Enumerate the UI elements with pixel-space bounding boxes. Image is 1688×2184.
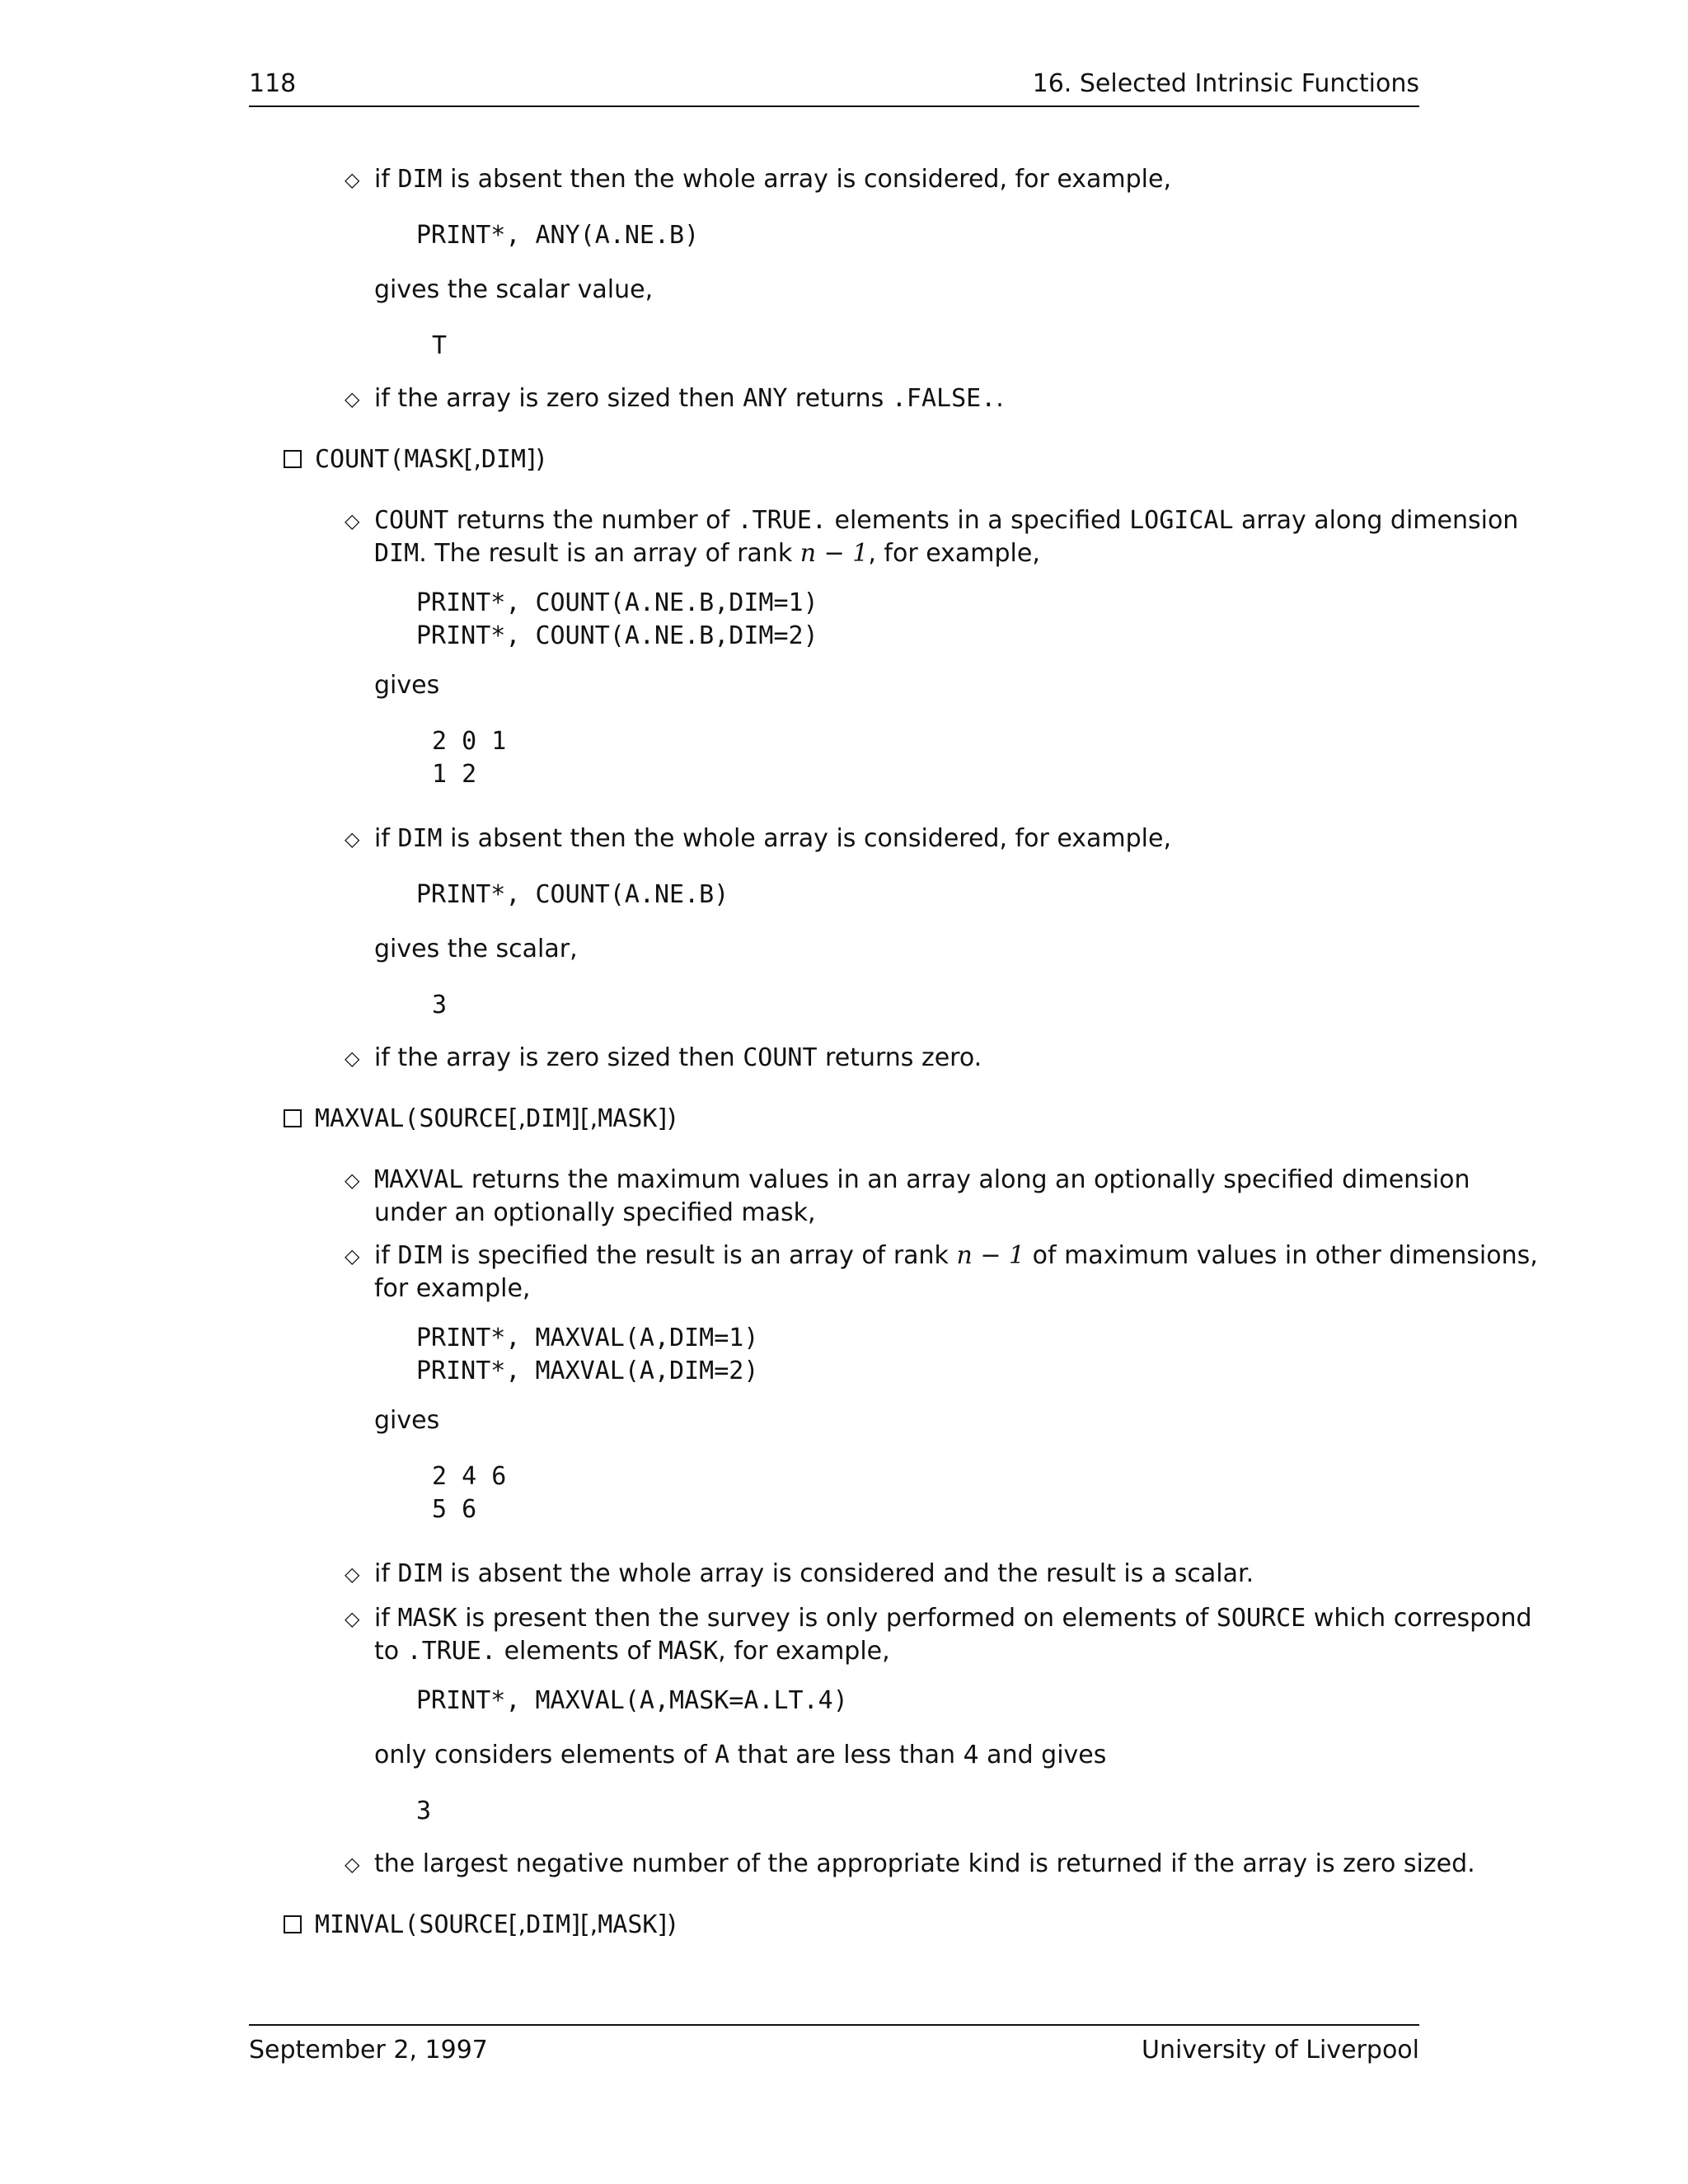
maxval-heading: MAXVAL(SOURCE[,DIM][,MASK]) <box>315 1104 677 1133</box>
diamond-bullet-icon: ◇ <box>345 1853 360 1876</box>
diamond-bullet-icon: ◇ <box>345 509 360 532</box>
maxval-dim-absent: if DIM is absent the whole array is considered and the result is a scalar. <box>374 1559 1254 1588</box>
code-maxval-dim-2: PRINT*, MAXVAL(A,DIM=2) <box>416 1357 759 1385</box>
diamond-bullet-icon: ◇ <box>345 387 360 410</box>
any-bullet-dim-absent: if DIM is absent then the whole array is considered, for example, <box>374 165 1171 194</box>
diamond-bullet-icon: ◇ <box>345 1607 360 1630</box>
maxval-dim-specified-line2: for example, <box>374 1274 531 1303</box>
count-gives-text: gives <box>374 671 440 700</box>
maxval-mask-line2: to .TRUE. elements of MASK, for example, <box>374 1637 890 1666</box>
any-bullet-zero-sized: if the array is zero sized then ANY returns .FALSE.. <box>374 384 1004 413</box>
diamond-bullet-icon: ◇ <box>345 1047 360 1070</box>
count-bullet-zero-sized: if the array is zero sized then COUNT returns zero. <box>374 1043 982 1072</box>
diamond-bullet-icon: ◇ <box>345 168 360 191</box>
maxval-result-2: 5 6 <box>432 1495 477 1524</box>
count-gives-scalar-text: gives the scalar, <box>374 935 578 963</box>
code-count-scalar: PRINT*, COUNT(A.NE.B) <box>416 880 729 909</box>
diamond-bullet-icon: ◇ <box>345 1169 360 1192</box>
maxval-only-considers: only considers elements of A that are less than 4 and gives <box>374 1741 1107 1769</box>
count-result-1: 2 0 1 <box>432 727 507 756</box>
count-bullet-dim-absent: if DIM is absent then the whole array is considered, for example, <box>374 824 1171 853</box>
minval-heading: MINVAL(SOURCE[,DIM][,MASK]) <box>315 1910 677 1939</box>
count-heading: COUNT(MASK[,DIM]) <box>315 445 546 474</box>
square-bullet-icon <box>284 1915 302 1933</box>
count-description-line2: DIM. The result is an array of rank n − 1, for example, <box>374 539 1040 568</box>
count-description-line1: COUNT returns the number of .TRUE. elements in a specified LOGICAL array along dimension <box>374 506 1519 535</box>
any-gives-text: gives the scalar value, <box>374 275 654 304</box>
maxval-mask-line1: if MASK is present then the survey is only performed on elements of SOURCE which correspond <box>374 1604 1532 1633</box>
maxval-dim-specified-line1: if DIM is specified the result is an array of rank n − 1 of maximum values in other dimensions, <box>374 1241 1538 1270</box>
footer-organization: University of Liverpool <box>1141 2036 1419 2064</box>
diamond-bullet-icon: ◇ <box>345 1563 360 1586</box>
maxval-gives-text: gives <box>374 1406 440 1435</box>
maxval-mask-result: 3 <box>416 1797 432 1825</box>
page-header <box>249 66 1419 107</box>
square-bullet-icon <box>284 1109 302 1127</box>
square-bullet-icon <box>284 450 302 468</box>
code-maxval-dim-1: PRINT*, MAXVAL(A,DIM=1) <box>416 1324 759 1352</box>
page-footer <box>249 2024 1419 2064</box>
code-count-dim-2: PRINT*, COUNT(A.NE.B,DIM=2) <box>416 621 818 650</box>
footer-date: September 2, 1997 <box>249 2036 488 2064</box>
code-count-dim-1: PRINT*, COUNT(A.NE.B,DIM=1) <box>416 588 818 617</box>
code-any: PRINT*, ANY(A.NE.B) <box>416 221 700 250</box>
maxval-result-1: 2 4 6 <box>432 1462 507 1491</box>
maxval-description-line1: MAXVAL returns the maximum values in an array along an optionally specified dimension <box>374 1165 1470 1194</box>
code-maxval-mask: PRINT*, MAXVAL(A,MASK=A.LT.4) <box>416 1686 848 1715</box>
count-scalar-result: 3 <box>432 991 448 1019</box>
maxval-zero-sized: the largest negative number of the appropriate kind is returned if the array is zero sized. <box>374 1849 1475 1878</box>
page-number: 118 <box>249 69 297 98</box>
any-result: T <box>432 331 448 360</box>
chapter-title: 16. Selected Intrinsic Functions <box>1032 69 1419 98</box>
diamond-bullet-icon: ◇ <box>345 1244 360 1268</box>
diamond-bullet-icon: ◇ <box>345 827 360 851</box>
maxval-description-line2: under an optionally specified mask, <box>374 1198 816 1227</box>
count-result-2: 1 2 <box>432 760 477 789</box>
